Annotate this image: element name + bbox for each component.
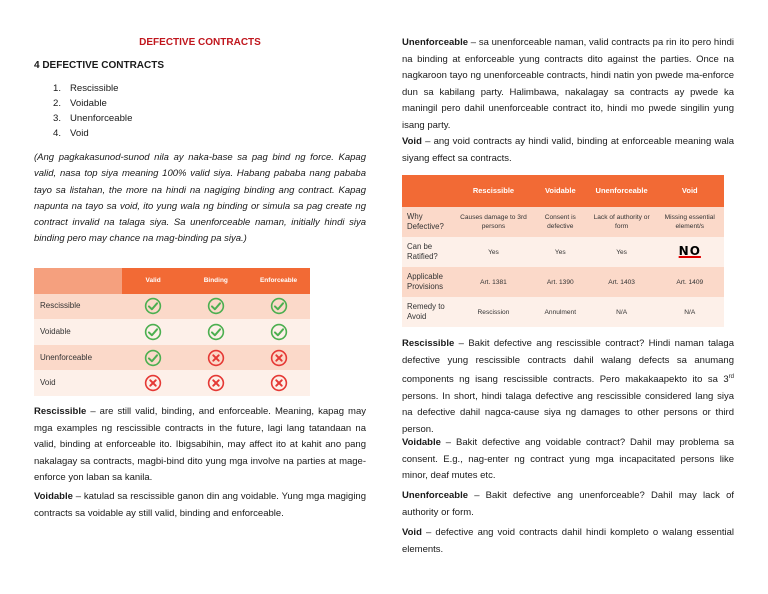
unenforceable-paragraph: Unenforceable – sa unenforceable naman, valid contracts pa rin ito pero hindi na binding at enforceable yung contracts dito against the parties. Once na nagkaroon tayo ng unenforceable contracts, hindi natin yon pwede ma-enforce dun sa kabilang party. Halimbawa, nakalagay sa contracts ay pwede ka maningil pero dahil unenforceable contract ito, hindi mo pwede singilin yung isang party. — [402, 37, 734, 131]
list-item: 3. Unenforceable — [53, 113, 133, 124]
check-icon — [247, 319, 310, 345]
column-header: Binding — [184, 268, 247, 294]
unenforceable-defect-paragraph: Unenforceable – Bakit defective ang unenforceable? Dahil may lack of authority or form. — [402, 490, 734, 518]
column-header: Void — [656, 175, 724, 207]
table-cell: Causes damage to 3rd persons — [454, 207, 533, 237]
list-item: 2. Voidable — [53, 98, 107, 109]
rescissible-paragraph: Rescissible – are still valid, binding, and enforceable. Meaning, kapag may mga examples ng rescissible contracts in the future, lagi lang tatandaan na valid, binding at enforceable ito. Ibigsabihin, may affect ito at kahit ano pang nakalagay sa contracts, magbi-bind dito yung mga involve na parties at mage-enforce yon laban sa kanila. — [34, 406, 366, 483]
voidable-paragraph: Voidable – katulad sa rescissible ganon din ang voidable. Yung mga magiging contracts sa voidable ay still valid, binding and enforceable. — [34, 491, 366, 519]
table-cell: Missing essential element/s — [656, 207, 724, 237]
row-label: Remedy to Avoid — [402, 297, 454, 327]
row-label: Rescissible — [34, 294, 122, 320]
table-cell: Art. 1381 — [454, 267, 533, 297]
void-defect-paragraph: Void – defective ang void contracts dahil hindi kompleto o walang essential elements. — [402, 527, 734, 555]
table-row — [402, 297, 724, 327]
table-row — [402, 267, 724, 297]
column-header: Valid — [122, 268, 185, 294]
row-label: Why Defective? — [402, 207, 454, 237]
document-title: DEFECTIVE CONTRACTS — [139, 37, 261, 48]
void-paragraph: Void – ang void contracts ay hindi valid, binding at enforceable meaning wala siyang effect sa contracts. — [402, 136, 734, 164]
cross-icon — [122, 370, 185, 396]
table-cell: Art. 1403 — [588, 267, 656, 297]
check-icon — [122, 345, 185, 371]
cross-icon — [247, 370, 310, 396]
row-label: Voidable — [34, 319, 122, 345]
row-label: Applicable Provisions — [402, 267, 454, 297]
check-icon — [122, 319, 185, 345]
table-cell: Consent is defective — [533, 207, 588, 237]
section-heading: 4 DEFECTIVE CONTRACTS — [34, 60, 165, 71]
table-row — [402, 207, 724, 237]
column-header: Unenforceable — [588, 175, 656, 207]
validity-table — [34, 268, 310, 396]
row-label: Unenforceable — [34, 345, 122, 371]
table-row — [402, 237, 724, 267]
table-row — [34, 294, 310, 320]
italic-note: (Ang pagkakasunod-sunod nila ay naka-base sa pag bind ng force. Kapag valid, nasa top siya meaning 100% valid siya. Habang pababa nang pababa tayo sa listahan, the more na hindi na nagiging binding ang contract. Kapag napunta na tayo sa void, ito yung wala ng binding or simula sa pag create ng contract invalid na talaga siya. Sa unenforceable naman, initially hindi siya binding pero may chance na mag-binding pa siya.) — [34, 152, 366, 245]
check-icon — [184, 319, 247, 345]
table-cell: Art. 1409 — [656, 267, 724, 297]
table-cell: Yes — [533, 237, 588, 267]
table-cell: Rescission — [454, 297, 533, 327]
table-corner — [34, 268, 122, 294]
defect-comparison-table — [402, 175, 724, 327]
table-row — [34, 319, 310, 345]
handwritten-no: NO — [656, 237, 724, 267]
row-label: Can be Ratified? — [402, 237, 454, 267]
column-header: Rescissible — [454, 175, 533, 207]
table-cell: Yes — [588, 237, 656, 267]
table-cell: Lack of authority or form — [588, 207, 656, 237]
table-row — [34, 370, 310, 396]
table-cell: N/A — [656, 297, 724, 327]
table-cell: Annulment — [533, 297, 588, 327]
voidable-defect-paragraph: Voidable – Bakit defective ang voidable contract? Dahil may problema sa consent. E.g., nag-enter ng contract yung mga incapacitated persons like minor, deaf mutes etc. — [402, 437, 734, 481]
defective-contracts-list — [53, 81, 132, 141]
table-corner — [402, 175, 454, 207]
cross-icon — [184, 345, 247, 371]
list-item: 4. Void — [53, 128, 89, 139]
check-icon — [247, 294, 310, 320]
row-label: Void — [34, 370, 122, 396]
cross-icon — [247, 345, 310, 371]
table-cell: Art. 1390 — [533, 267, 588, 297]
check-icon — [122, 294, 185, 320]
table-cell: Yes — [454, 237, 533, 267]
check-icon — [184, 294, 247, 320]
table-cell: N/A — [588, 297, 656, 327]
table-row — [34, 345, 310, 371]
list-item: 1. Rescissible — [53, 83, 119, 94]
cross-icon — [184, 370, 247, 396]
column-header: Enforceable — [247, 268, 310, 294]
rescissible-defect-paragraph: Rescissible – Bakit defective ang rescissible contract? Hindi naman talaga defective yung rescissible contracts dahil walang defects sa anumang components ng isang rescissible contracts. Pero makakaapekto ito sa 3rd persons. In short, hindi talaga defective ang rescissible considered lang siya na defective dahil nagca-cause siya ng damages to other persons or third person. — [402, 338, 734, 435]
column-header: Voidable — [533, 175, 588, 207]
